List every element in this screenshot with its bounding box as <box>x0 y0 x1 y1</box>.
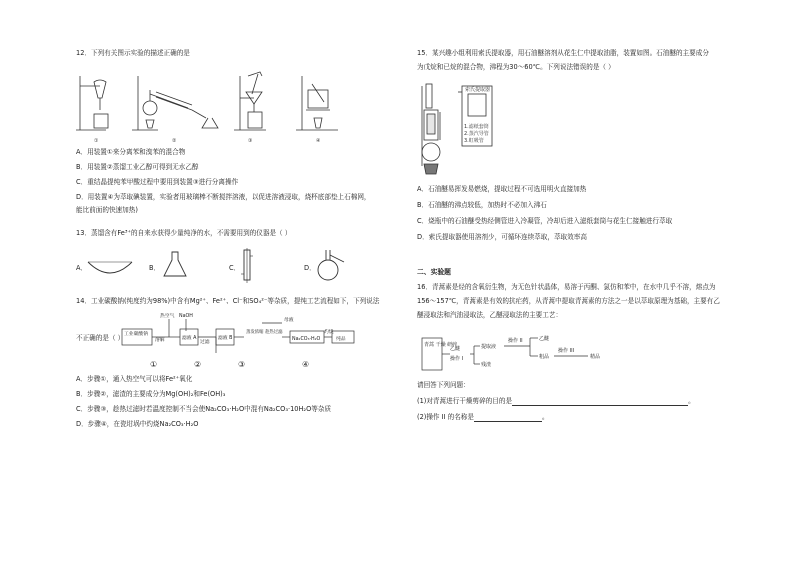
fig-label-2: ② <box>172 138 177 144</box>
flow16-op1: 操作 I <box>450 356 464 362</box>
flow-step1: 溶解 <box>155 338 165 343</box>
q13-option-b: B． <box>149 264 161 272</box>
flow16-ether: 乙醚 <box>539 336 550 342</box>
q16-ask: 请回答下列问题： <box>417 381 470 389</box>
flow-dry: 灼烧 <box>324 330 334 335</box>
q13-option-d: D． <box>304 264 316 272</box>
q16-sub1 <box>417 397 695 406</box>
flow-mother: 母液 <box>284 318 294 323</box>
fig-label-3: ③ <box>248 138 253 144</box>
q14-option-a: A．步骤①，通入热空气可以将Fe²⁺氧化 <box>76 375 193 383</box>
conical-flask-icon <box>162 250 188 278</box>
flow-num-2: ② <box>194 360 202 369</box>
q15-option-d: D．索氏提取器使用溶剂少，可循环连续萃取，萃取效率高 <box>417 233 587 241</box>
q15-stem: 15．某兴趣小组利用索氏提取器，用石油醚溶剂从花生仁中提取油脂，装置如图。石油醚的主要成分 <box>417 49 709 57</box>
q14-process-flowchart <box>120 309 360 371</box>
q13-option-a: A． <box>76 264 88 272</box>
flow-feed: 工业碳酸钠 <box>124 332 148 337</box>
q15-option-c: C．烧瓶中的石油醚受热经侧管进入冷凝管，冷却后进入滤纸套筒与花生仁接触进行萃取 <box>417 217 673 225</box>
q15-stem-cont: 为戊烷和已烷的混合物，沸程为30～60℃。下列说法错误的是（ ） <box>417 63 615 71</box>
flow-num-4: ④ <box>302 360 310 369</box>
soxhlet-label-3: 3.虹吸管 <box>464 138 484 144</box>
q16-text-line3: 醚浸取法和汽油浸取法，乙醚浸取法的主要工艺： <box>417 311 563 319</box>
flow-tank-b: 滤液 B <box>218 336 233 341</box>
fig-label-4: ④ <box>316 138 321 144</box>
flow16-op3: 操作 III <box>558 348 575 354</box>
q14-stem-cont: 不正确的是（ ） <box>76 334 125 342</box>
q14-option-c: C．步骤③，趁热过滤时若温度控制不当会使Na₂CO₃·H₂O中混有Na₂CO₃·10H₂O等杂质 <box>76 405 332 413</box>
q14-option-d: D．步骤④，在瓷坩埚中灼烧Na₂CO₃·H₂O <box>76 420 199 428</box>
fig-label-1: ① <box>94 138 99 144</box>
flow16-crude: 粗品 <box>539 354 550 360</box>
evaporating-dish-icon <box>86 258 134 276</box>
soxhlet-title: 索氏提取器 <box>465 87 491 93</box>
distillation-flask-icon <box>314 248 348 282</box>
q14-stem: 14．工业碳酸钠(纯度约为98%)中含有Mg²⁺、Fe²⁺、Cl⁻和SO₄²⁻等杂质，提纯工艺流程如下，下列说法 <box>76 297 380 305</box>
q16-sub2-end: 。 <box>541 413 549 421</box>
q12-option-b: B．用装置②蒸馏工业乙醇可得到无水乙醇 <box>76 163 199 171</box>
flow16-residue: 残渣 <box>481 362 492 368</box>
q16-text-line2: 156～157℃，青蒿素是有效的抗疟药，从青蒿中提取青蒿素的方法之一是以萃取原理为基础，主要有乙 <box>417 297 720 305</box>
flow-num-1: ① <box>150 360 158 369</box>
q12-option-a: A．用装置①来分离苯和溴苯的混合物 <box>76 148 186 156</box>
flow-tank-a: 滤液 A <box>182 336 197 341</box>
q16-sub2-text: (2)操作 II 的名称是 <box>417 413 474 421</box>
soxhlet-label-1: 1.滤纸套筒 <box>464 124 489 130</box>
flow-filter: 过滤 <box>200 340 210 345</box>
q16-sub1-end: 。 <box>688 397 695 405</box>
q13-option-c: C． <box>229 264 241 272</box>
q16-sub2-answer-blank[interactable] <box>474 414 542 422</box>
q12-option-c: C．重结晶提纯苯甲酸过程中要用到装置③进行分离操作 <box>76 178 239 186</box>
flow16-extract: 提取液 <box>481 344 497 350</box>
flow-num-3: ③ <box>238 360 246 369</box>
flow-reagent2: NaOH <box>179 314 193 319</box>
q12-apparatus-figure <box>76 70 346 146</box>
flow-op3: 蒸发浓缩 趁热过滤 <box>246 330 283 335</box>
flow16-pure: 精品 <box>590 354 601 360</box>
flow-reagent1: 热空气 <box>160 314 175 319</box>
soxhlet-label-2: 2.蒸汽导管 <box>464 131 489 137</box>
q12-option-d: D．用装置④为萃取碘装置，实验者用玻璃棒不断搅拌溶液，以促进溶液浸取，烧杯底部垫上石棉网， <box>76 193 371 201</box>
q15-option-b: B．石油醚的沸点较低，加热时不必加入沸石 <box>417 201 547 209</box>
q16-process-flowchart <box>420 330 620 376</box>
flow-crystal: Na₂CO₃·H₂O <box>292 337 321 342</box>
q13-stem: 13．蒸馏含有Fe³⁺的自来水获得少量纯净的水，不需要用到的仪器是（ ） <box>76 229 292 237</box>
soxhlet-extractor-figure <box>414 80 500 180</box>
flow16-reagent: 乙醚 <box>450 346 461 352</box>
condenser-tube-icon <box>240 248 254 284</box>
q15-option-a: A．石油醚易挥发易燃烧，提取过程不可选用明火直接加热 <box>417 185 587 193</box>
q16-text-line1: 16．青蒿素是烃的含氧衍生物，为无色针状晶体，易溶于丙酮、氯仿和苯中，在水中几乎不溶，熔点为 <box>417 283 716 291</box>
q16-sub1-text: (1)对青蒿进行干燥剪碎的目的是 <box>417 397 513 405</box>
flow16-start: 青蒿 干燥 研碎 <box>424 342 458 348</box>
q16-sub2 <box>417 413 549 422</box>
q16-sub1-answer-blank[interactable] <box>512 398 688 406</box>
q12-stem: 12．下列有关图示实验的描述正确的是 <box>76 49 190 57</box>
flow-product: 纯品 <box>336 337 346 342</box>
section-heading: 二、实验题 <box>417 268 451 276</box>
q14-option-b: B．步骤②，滤渣的主要成分为Mg(OH)₂和Fe(OH)₃ <box>76 390 226 398</box>
q12-option-d-cont: 能比前面的快速加热) <box>76 206 138 214</box>
flow16-op2: 操作 II <box>508 338 523 344</box>
